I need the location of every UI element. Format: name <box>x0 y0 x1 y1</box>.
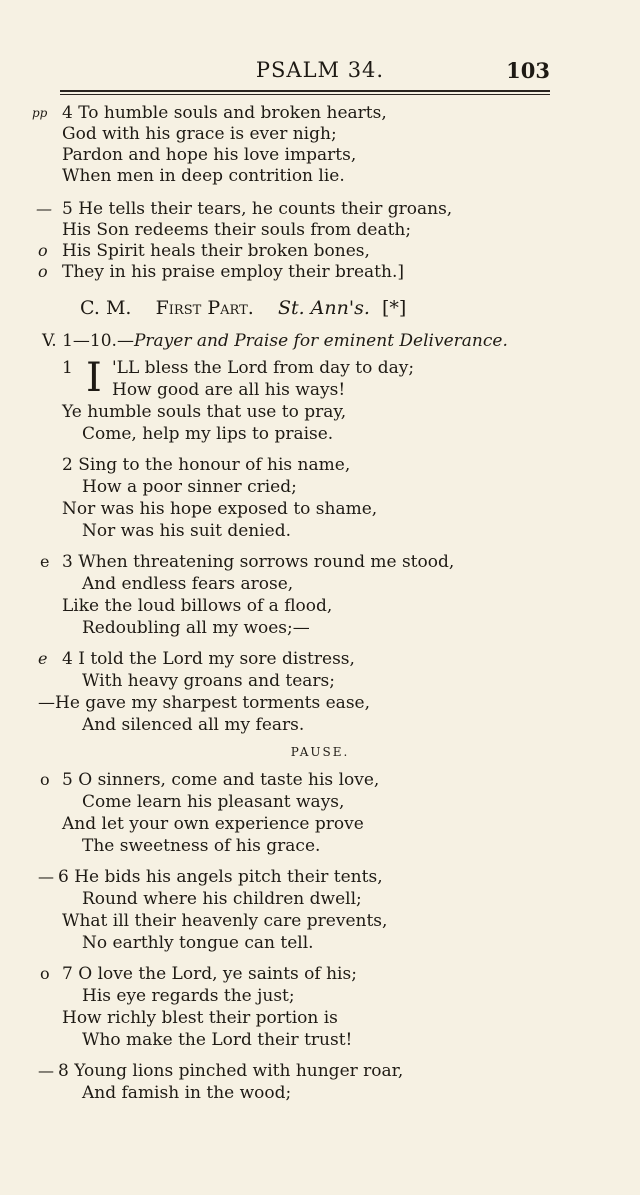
verse-line: 5 O sinners, come and taste his love, <box>62 770 380 790</box>
hymn-subtitle: V. 1—10.—Prayer and Praise for eminent Deliverance. <box>42 331 508 351</box>
verse-line: Nor was his suit denied. <box>82 521 291 541</box>
stanza-number: 1 <box>62 358 73 378</box>
verse-line: 8 Young lions pinched with hunger roar, <box>58 1061 404 1081</box>
dynamic-marker: o <box>38 241 48 260</box>
header-rule <box>60 90 550 92</box>
verse-line: Who make the Lord their trust! <box>82 1030 353 1050</box>
verse-line: Come, help my lips to praise. <box>82 424 334 444</box>
verse-line: Come learn his pleasant ways, <box>82 792 345 812</box>
verse-line: How a poor sinner cried; <box>82 477 297 497</box>
pause-label: PAUSE. <box>290 745 350 759</box>
verse-line: Nor was his hope exposed to shame, <box>62 499 378 519</box>
verse-line: And famish in the wood; <box>82 1083 292 1103</box>
verse-line: What ill their heavenly care prevents, <box>62 911 388 931</box>
verse-line: 4 I told the Lord my sore distress, <box>62 649 355 669</box>
verse-line: God with his grace is ever nigh; <box>62 124 337 144</box>
verse-line: His Son redeems their souls from death; <box>62 220 412 240</box>
verse-line: His eye regards the just; <box>82 986 295 1006</box>
verse-line: Redoubling all my woes;— <box>82 618 310 638</box>
dynamic-marker: — <box>36 199 52 218</box>
verse-line: 4 To humble souls and broken hearts, <box>62 103 387 123</box>
dynamic-marker: — <box>38 867 54 886</box>
verse-line: They in his praise employ their breath.] <box>62 262 405 282</box>
header-rule-thin <box>60 94 550 95</box>
dynamic-marker: o <box>40 770 50 789</box>
verse-line: 6 He bids his angels pitch their tents, <box>58 867 383 887</box>
verse-line: 2 Sing to the honour of his name, <box>62 455 351 475</box>
dynamic-marker: o <box>40 964 50 983</box>
verse-line: 3 When threatening sorrows round me stood, <box>62 552 455 572</box>
verse-line: His Spirit heals their broken bones, <box>62 241 370 261</box>
dynamic-marker: — <box>38 1061 54 1080</box>
verse-line: How good are all his ways! <box>112 380 346 400</box>
verse-line: Ye humble souls that use to pray, <box>62 402 347 422</box>
verse-line: The sweetness of his grace. <box>82 836 321 856</box>
verse-line: And silenced all my fears. <box>82 715 305 735</box>
drop-cap: I <box>86 355 102 401</box>
verse-line: And let your own experience prove <box>62 814 364 834</box>
verse-line: 7 O love the Lord, ye saints of his; <box>62 964 357 984</box>
verse-line: When men in deep contrition lie. <box>62 166 345 186</box>
verse-line: Like the loud billows of a flood, <box>62 596 333 616</box>
verse-line: How richly blest their portion is <box>62 1008 338 1028</box>
dynamic-marker: e <box>38 649 48 668</box>
verse-line: —He gave my sharpest torments ease, <box>38 693 371 713</box>
hymn-heading: C. M. First Part. St. Ann's. [*] <box>80 297 407 319</box>
dynamic-marker: e <box>40 552 50 571</box>
dynamic-marker: 𝑝𝑝 <box>32 106 48 120</box>
verse-line: No earthly tongue can tell. <box>82 933 314 953</box>
page-number: 103 <box>506 58 550 83</box>
verse-line: Round where his children dwell; <box>82 889 362 909</box>
verse-line: 'LL bless the Lord from day to day; <box>112 358 415 378</box>
verse-line: With heavy groans and tears; <box>82 671 335 691</box>
dynamic-marker: o <box>38 262 48 281</box>
page-header-title: PSALM 34. <box>255 58 385 82</box>
verse-line: And endless fears arose, <box>82 574 294 594</box>
verse-line: Pardon and hope his love imparts, <box>62 145 357 165</box>
verse-line: 5 He tells their tears, he counts their groans, <box>62 199 453 219</box>
